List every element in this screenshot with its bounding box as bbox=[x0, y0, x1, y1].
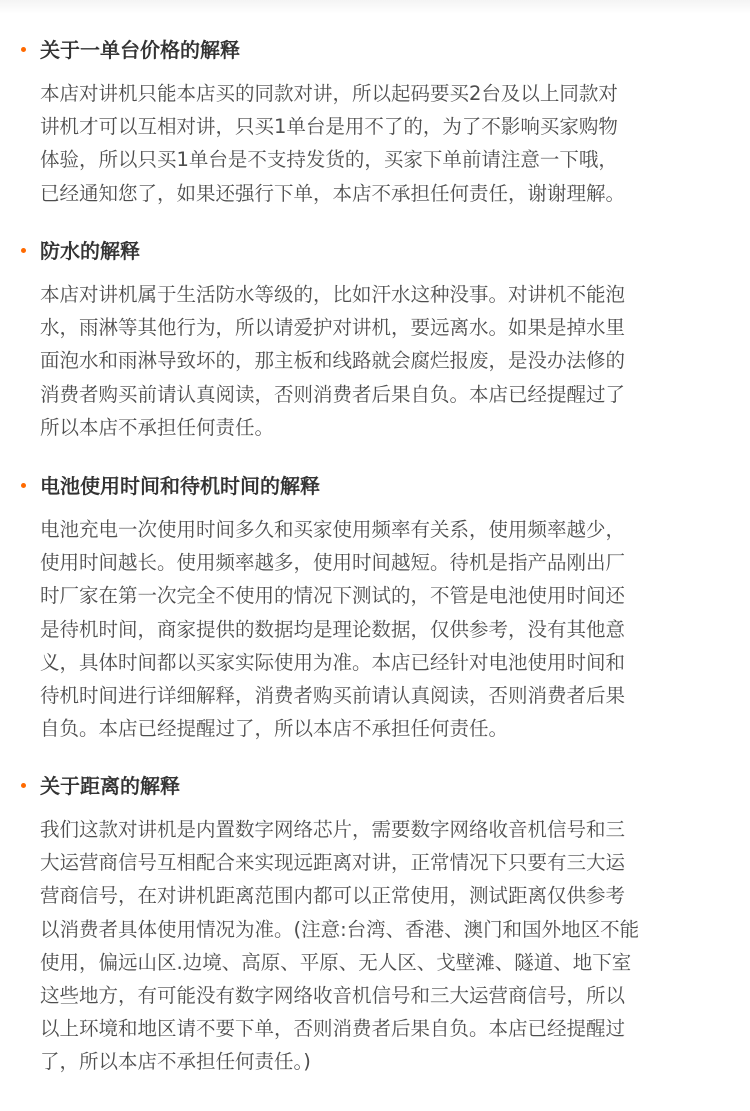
body-line: 这些地方，有可能没有数字网络收音机信号和三大运营商信号，所以 bbox=[40, 984, 626, 1008]
section-header bbox=[0, 471, 750, 501]
body-line: 义，具体时间都以买家实际使用为准。本店已经针对电池使用时间和 bbox=[40, 650, 626, 674]
body-line: 以上环境和地区请不要下单，否则消费者后果自负。本店已经提醒过 bbox=[40, 1017, 626, 1041]
bullet-dot-icon bbox=[21, 783, 26, 788]
section-body bbox=[40, 278, 730, 444]
section-heading: 关于距离的解释 bbox=[40, 774, 180, 798]
section-body bbox=[40, 513, 730, 745]
section-waterproof bbox=[0, 236, 750, 444]
top-divider bbox=[0, 0, 750, 14]
bullet-dot-icon bbox=[21, 248, 26, 253]
body-line: 大运营商信号互相配合来实现远距离对讲，正常情况下只要有三大运 bbox=[40, 851, 626, 875]
body-line: 电池充电一次使用时间多久和买家使用频率有关系，使用频率越少， bbox=[40, 518, 626, 541]
section-body bbox=[40, 77, 730, 210]
body-line: 了，所以本店不承担任何责任。) bbox=[40, 1050, 311, 1074]
section-heading: 电池使用时间和待机时间的解释 bbox=[40, 474, 320, 498]
body-line: 营商信号，在对讲机距离范围内都可以正常使用，测试距离仅供参考 bbox=[40, 884, 626, 908]
section-header bbox=[0, 771, 750, 801]
body-line: 体验，所以只买1单台是不支持发货的，买家下单前请注意一下哦， bbox=[40, 148, 618, 172]
body-line: 水，雨淋等其他行为，所以请爱护对讲机，要远离水。如果是掉水里 bbox=[40, 316, 626, 340]
bullet-dot-icon bbox=[21, 483, 26, 488]
body-line: 以消费者具体使用情况为准。(注意:台湾、香港、澳门和国外地区不能 bbox=[40, 917, 640, 941]
section-single-unit-price bbox=[0, 35, 750, 210]
body-line: 待机时间进行详细解释，消费者购买前请认真阅读，否则消费者后果 bbox=[40, 684, 626, 708]
section-heading: 防水的解释 bbox=[40, 239, 140, 263]
body-line: 所以本店不承担任何责任。 bbox=[40, 415, 275, 439]
section-header bbox=[0, 35, 750, 65]
section-battery-standby bbox=[0, 471, 750, 745]
bullet-dot-icon bbox=[21, 47, 26, 52]
body-line: 本店对讲机属于生活防水等级的，比如汗水这种没事。对讲机不能泡 bbox=[40, 283, 626, 306]
body-line: 时厂家在第一次完全不使用的情况下测试的，不管是电池使用时间还 bbox=[40, 584, 626, 608]
section-heading: 关于一单台价格的解释 bbox=[40, 38, 240, 62]
body-line: 讲机才可以互相对讲，只买1单台是用不了的，为了不影响买家购物 bbox=[40, 115, 618, 139]
section-body bbox=[40, 813, 730, 1079]
body-line: 使用，偏远山区.边境、高原、平原、无人区、戈壁滩、隧道、地下室 bbox=[40, 950, 632, 974]
body-line: 使用时间越长。使用频率越多，使用时间越短。待机是指产品刚出厂 bbox=[40, 551, 626, 575]
section-header bbox=[0, 236, 750, 266]
body-line: 面泡水和雨淋导致坏的，那主板和线路就会腐烂报废，是没办法修的 bbox=[40, 349, 626, 373]
body-line: 本店对讲机只能本店买的同款对讲，所以起码要买2台及以上同款对 bbox=[40, 82, 618, 105]
body-line: 自负。本店已经提醒过了，所以本店不承担任何责任。 bbox=[40, 717, 509, 741]
body-line: 已经通知您了，如果还强行下单，本店不承担任何责任，谢谢理解。 bbox=[40, 181, 626, 205]
body-line: 是待机时间，商家提供的数据均是理论数据，仅供参考，没有其他意 bbox=[40, 617, 626, 641]
body-line: 我们这款对讲机是内置数字网络芯片，需要数字网络收音机信号和三 bbox=[40, 818, 626, 841]
body-line: 消费者购买前请认真阅读，否则消费者后果自负。本店已经提醒过了 bbox=[40, 382, 626, 406]
section-distance bbox=[0, 771, 750, 1079]
